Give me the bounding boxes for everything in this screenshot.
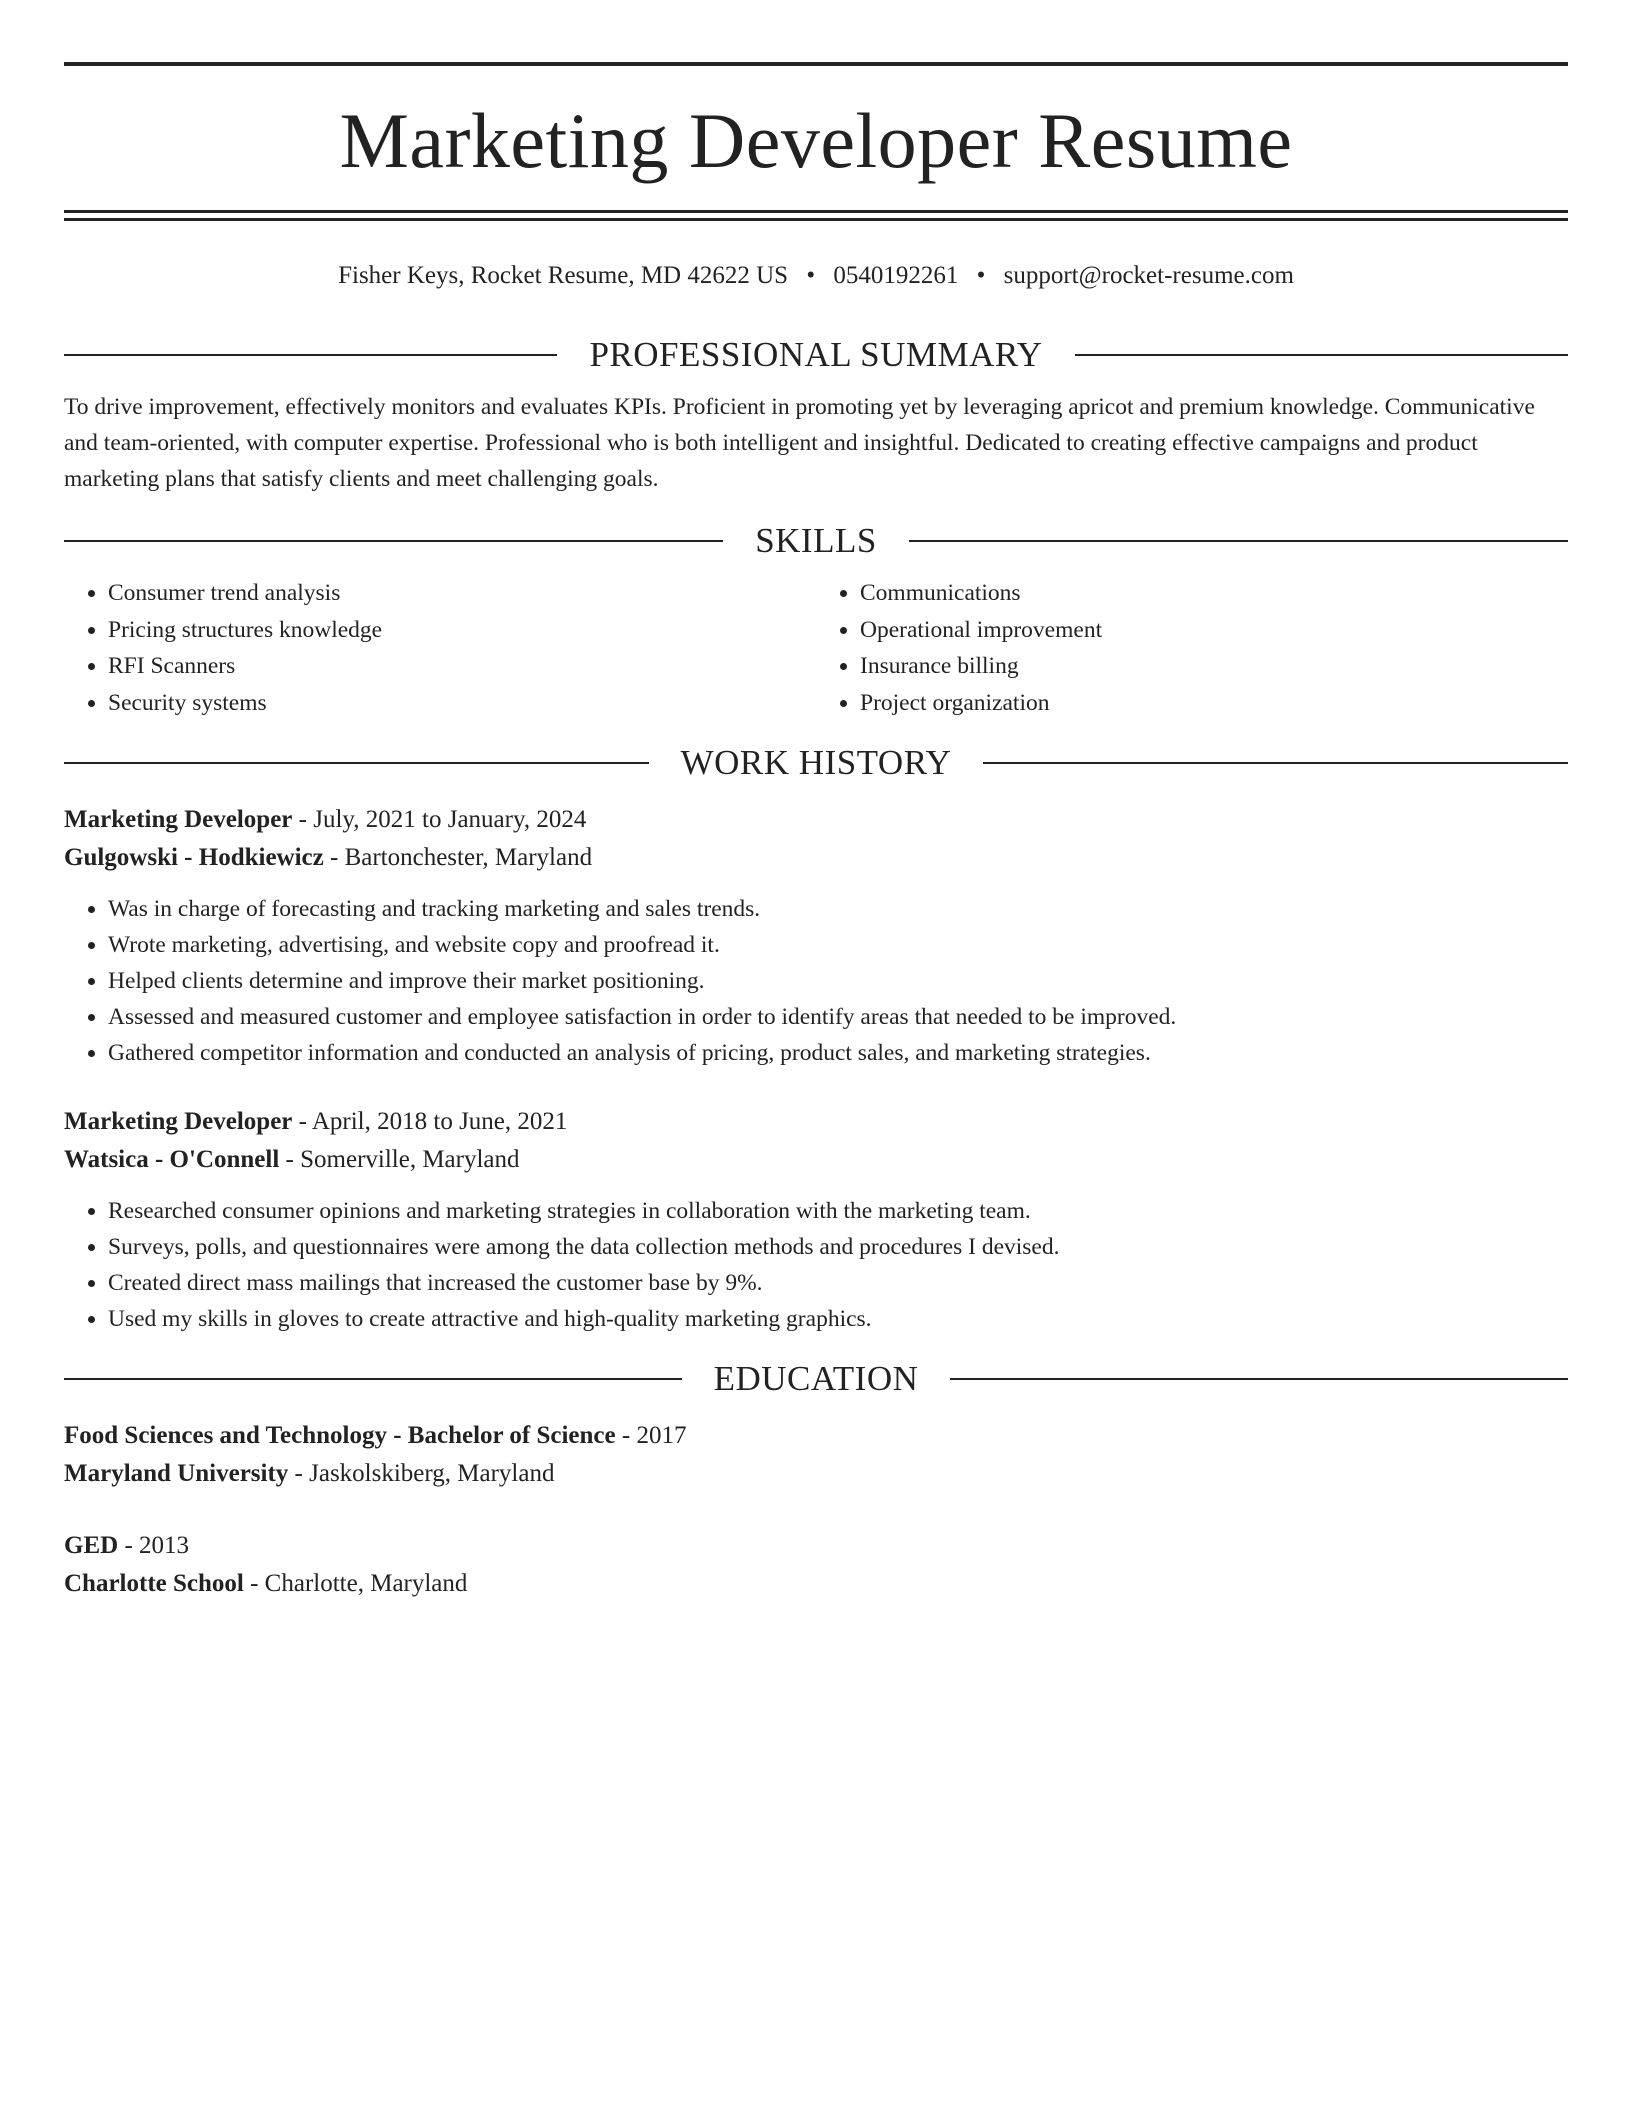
job-company: Watsica - O'Connell <box>64 1146 280 1173</box>
job-bullets <box>64 891 1568 1071</box>
education-degree-line <box>64 1527 1568 1565</box>
job-bullet: • Created direct mass mailings that increased the customer base by 9%. <box>108 1265 1568 1301</box>
job-bullet: • Gathered competitor information and conducted an analysis of pricing, product sales, and marketing strategies. <box>108 1035 1568 1071</box>
skill-item: • Communications <box>860 575 1568 612</box>
contact-separator: • <box>806 262 816 289</box>
section-heading-education <box>64 1357 1568 1401</box>
job-bullets <box>64 1193 1568 1337</box>
skill-item: • Consumer trend analysis <box>108 575 816 612</box>
section-heading-skills <box>64 519 1568 563</box>
skills-list-right <box>816 575 1568 721</box>
education-school-line <box>64 1455 1568 1493</box>
heading-rule-right <box>909 540 1568 542</box>
education-school-line <box>64 1565 1568 1603</box>
education-entry <box>64 1527 1568 1603</box>
education-school: Charlotte School <box>64 1570 244 1597</box>
education-degree: Food Sciences and Technology - Bachelor of Science <box>64 1422 616 1449</box>
education-year: - 2017 <box>615 1422 687 1449</box>
skills-list-left <box>64 575 816 721</box>
heading-rule-left <box>64 354 557 356</box>
contact-separator: • <box>976 262 986 289</box>
job-location: - Bartonchester, Maryland <box>323 844 593 871</box>
skill-item: • Pricing structures knowledge <box>108 612 816 649</box>
job-bullet: • Assessed and measured customer and employee satisfaction in order to identify areas that needed to be improved. <box>108 999 1568 1035</box>
heading-rule-left <box>64 540 723 542</box>
contact-email: support@rocket-resume.com <box>1003 262 1294 289</box>
heading-rule-right <box>1075 354 1568 356</box>
job-company-line <box>64 839 1568 877</box>
job-bullet: • Helped clients determine and improve their market positioning. <box>108 963 1568 999</box>
education-entry <box>64 1417 1568 1493</box>
heading-rule-left <box>64 762 649 764</box>
education-location: - Jaskolskiberg, Maryland <box>288 1460 555 1487</box>
skill-item: • RFI Scanners <box>108 648 816 685</box>
resume-title: Marketing Developer Resume <box>339 97 1293 184</box>
job-dates: - July, 2021 to January, 2024 <box>292 806 587 833</box>
education-year: - 2013 <box>118 1532 190 1559</box>
heading-label: PROFESSIONAL SUMMARY <box>589 335 1043 374</box>
heading-label: EDUCATION <box>713 1359 919 1398</box>
education-degree-line <box>64 1417 1568 1455</box>
contact-line <box>64 259 1568 293</box>
job-title: Marketing Developer <box>64 1108 293 1135</box>
job-company: Gulgowski - Hodkiewicz <box>64 844 324 871</box>
heading-rule-left <box>64 1378 682 1380</box>
title-double-rule <box>64 210 1568 221</box>
education-school: Maryland University <box>64 1460 289 1487</box>
job-title: Marketing Developer <box>64 806 293 833</box>
job-title-line <box>64 1103 1568 1141</box>
job-dates: - April, 2018 to June, 2021 <box>292 1108 568 1135</box>
job-location: - Somerville, Maryland <box>279 1146 520 1173</box>
job-bullet: • Researched consumer opinions and marketing strategies in collaboration with the marketing team. <box>108 1193 1568 1229</box>
job-bullet: • Surveys, polls, and questionnaires were among the data collection methods and procedures I devised. <box>108 1229 1568 1265</box>
contact-phone: 0540192261 <box>833 262 959 289</box>
job-entry <box>64 801 1568 1071</box>
skill-item: • Insurance billing <box>860 648 1568 685</box>
job-title-line <box>64 801 1568 839</box>
heading-rule-right <box>983 762 1568 764</box>
job-company-line <box>64 1141 1568 1179</box>
heading-label: WORK HISTORY <box>680 743 952 782</box>
job-bullet: • Was in charge of forecasting and tracking marketing and sales trends. <box>108 891 1568 927</box>
skill-item: • Project organization <box>860 685 1568 722</box>
job-entry <box>64 1103 1568 1337</box>
education-degree: GED <box>64 1532 119 1559</box>
heading-label: SKILLS <box>755 521 877 560</box>
job-bullet: • Used my skills in gloves to create attractive and high-quality marketing graphics. <box>108 1301 1568 1337</box>
job-bullet: • Wrote marketing, advertising, and website copy and proofread it. <box>108 927 1568 963</box>
heading-rule-right <box>950 1378 1568 1380</box>
top-rule <box>64 62 1568 66</box>
summary-text: To drive improvement, effectively monitors and evaluates KPIs. Proficient in promoting yet by leveraging apricot and premium knowledge. Communicative and team-oriented, with computer expertise. Professional who is both intelligent and insightful. Dedicated to creating effective campaigns and product marketing plans that satisfy clients and meet challenging goals. <box>64 394 1535 492</box>
skill-item: • Operational improvement <box>860 612 1568 649</box>
skill-item: • Security systems <box>108 685 816 722</box>
section-heading-work <box>64 741 1568 785</box>
section-heading-summary <box>64 333 1568 377</box>
skills-columns <box>64 575 1568 721</box>
education-location: - Charlotte, Maryland <box>243 1570 468 1597</box>
contact-address: Fisher Keys, Rocket Resume, MD 42622 US <box>338 262 789 289</box>
